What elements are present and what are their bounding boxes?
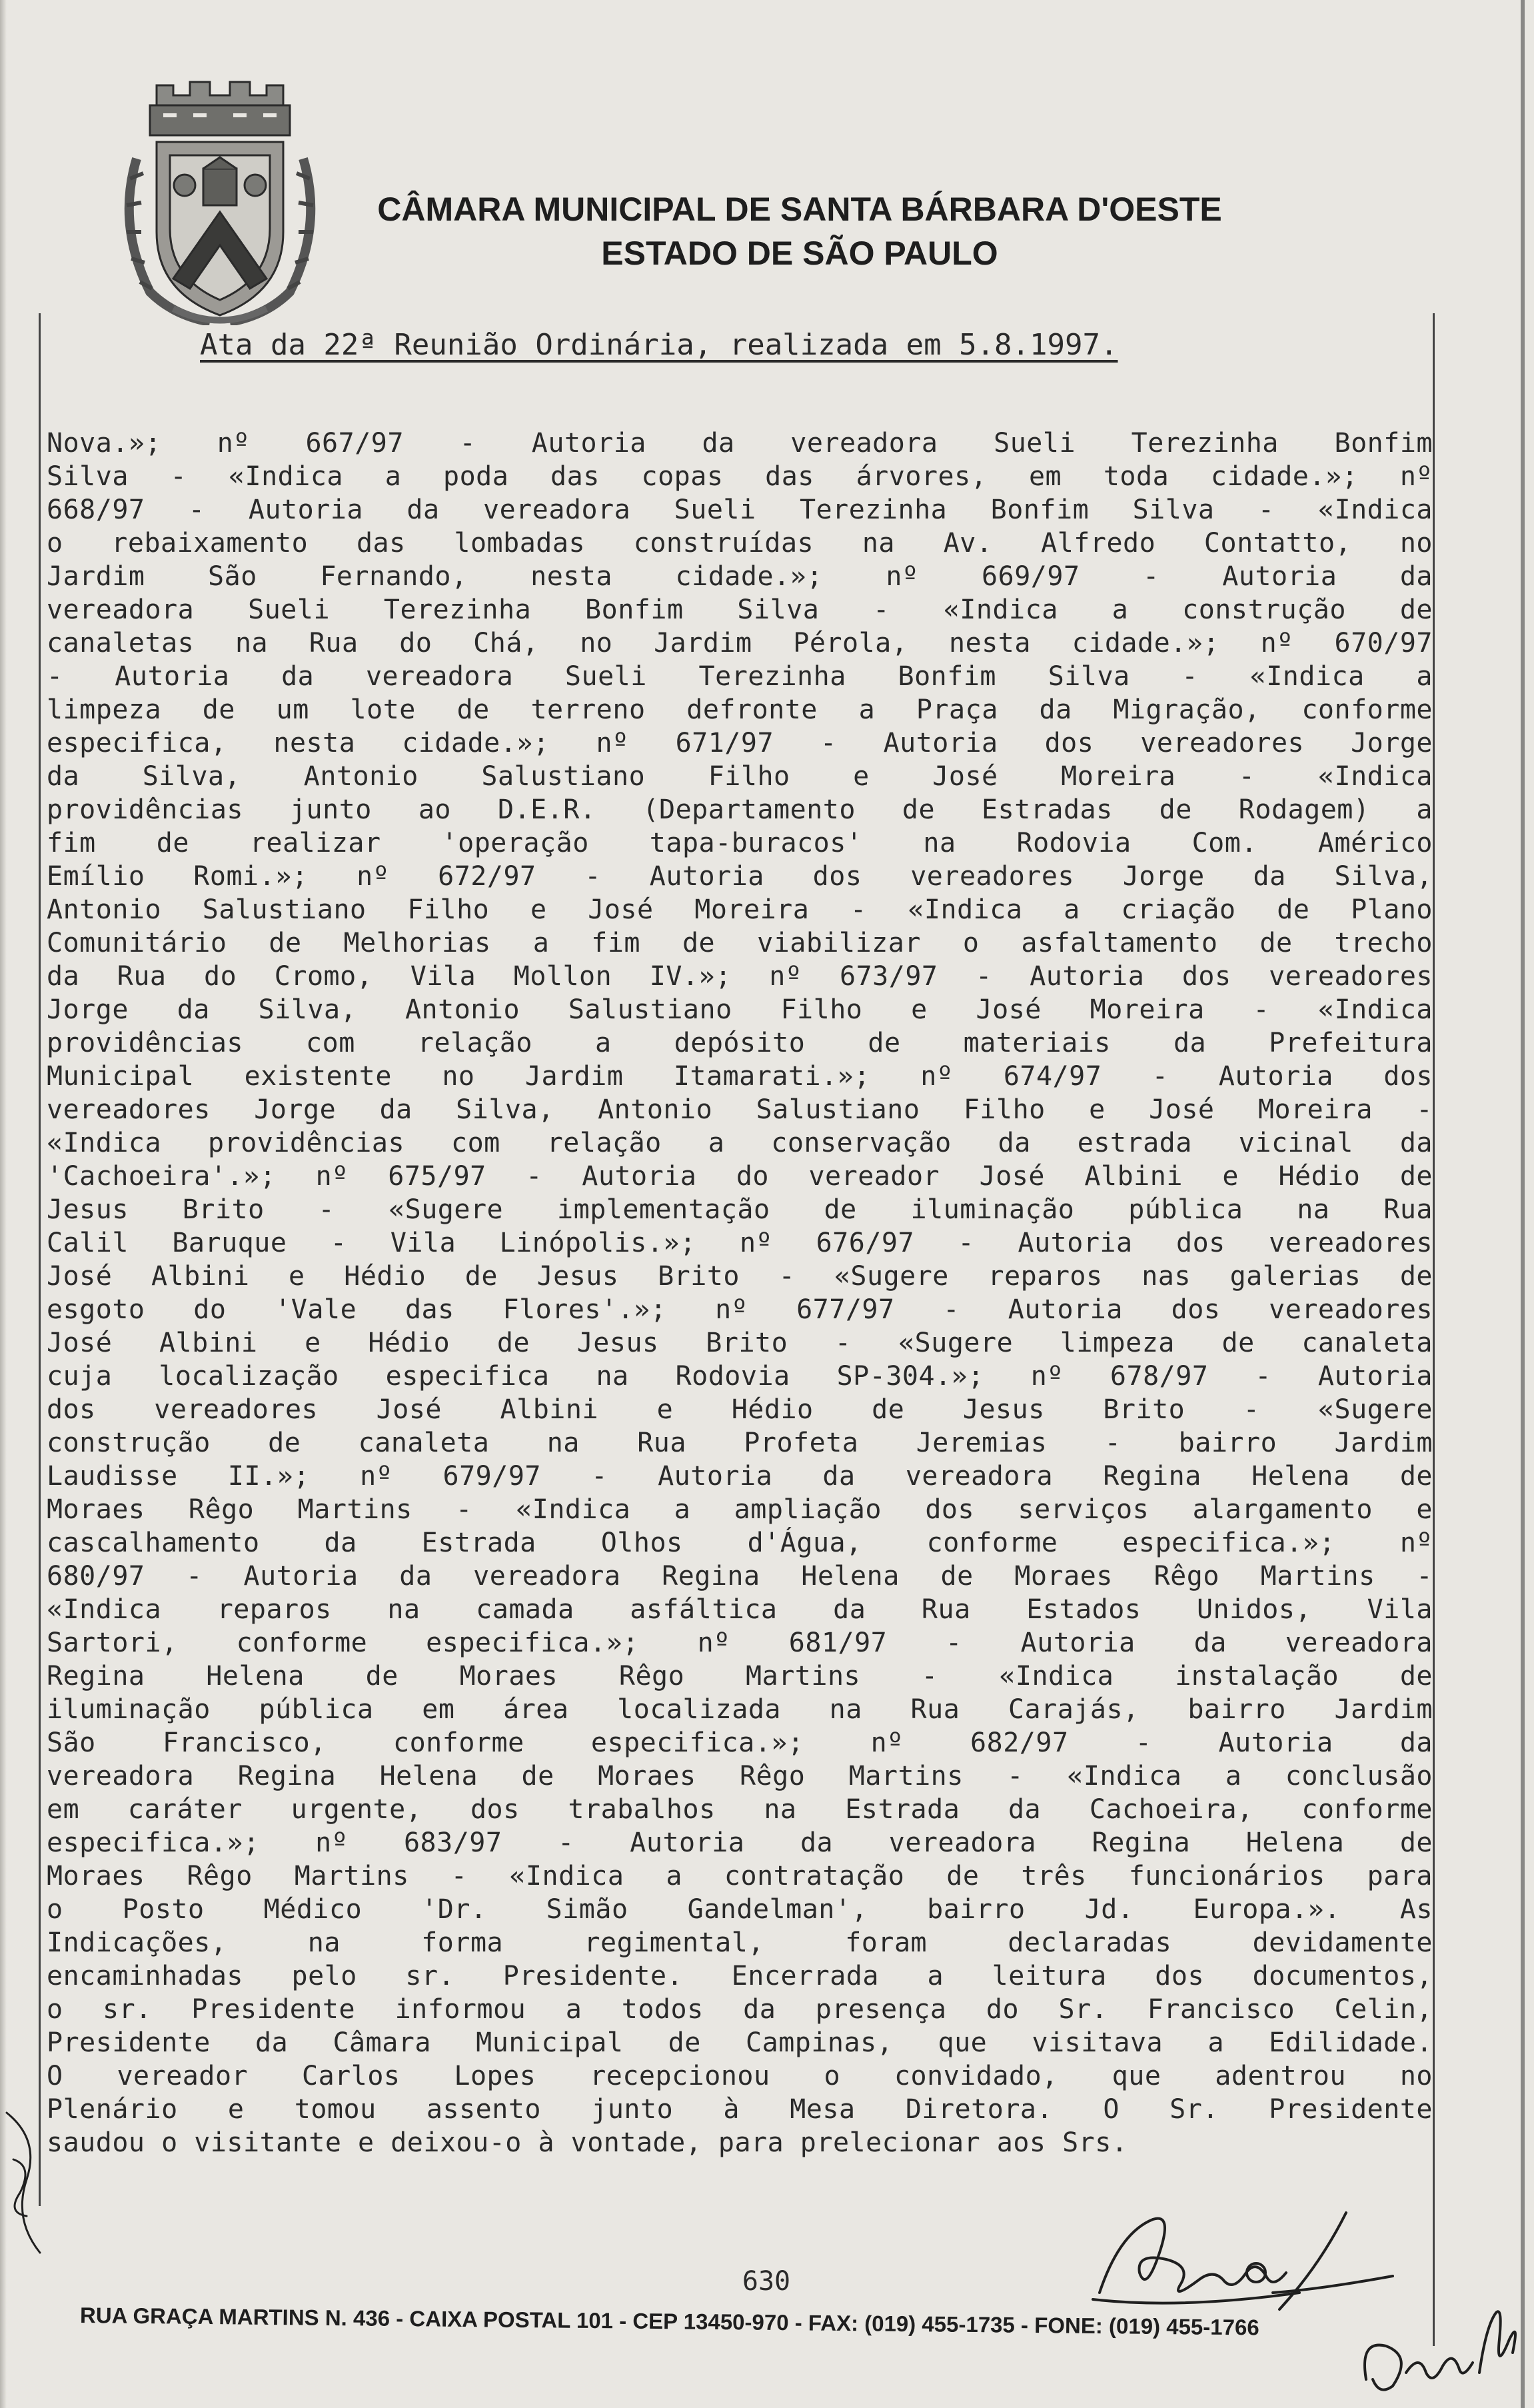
body-line: Plenário e tomou assento junto à Mesa Diretora. O Sr. Presidente <box>47 2094 1433 2125</box>
body-line: Nova.»; nº 667/97 - Autoria da vereadora Sueli Terezinha Bonfim <box>47 428 1433 459</box>
body-line: vereadora Regina Helena de Moraes Rêgo Martins - «Indica a conclusão <box>47 1761 1433 1792</box>
body-line: da Silva, Antonio Salustiano Filho e José Moreira - «Indica <box>47 761 1433 792</box>
council-title: CÂMARA MUNICIPAL DE SANTA BÁRBARA D'OESTE <box>377 191 1222 228</box>
body-line: Jesus Brito - «Sugere implementação de iluminação pública na Rua <box>47 1194 1433 1225</box>
body-line: «Indica providências com relação a conservação da estrada vicinal da <box>47 1128 1433 1158</box>
body-line: da Rua do Cromo, Vila Mollon IV.»; nº 673/97 - Autoria dos vereadores <box>47 961 1433 992</box>
page-number: 630 <box>742 2266 791 2297</box>
body-line: Antonio Salustiano Filho e José Moreira - «Indica a criação de Plano <box>47 894 1433 925</box>
body-line: saudou o visitante e deixou-o à vontade, para prelecionar aos Srs. <box>47 2127 1128 2158</box>
body-line: Laudisse II.»; nº 679/97 - Autoria da vereadora Regina Helena de <box>47 1461 1433 1492</box>
body-line: Calil Baruque - Vila Linópolis.»; nº 676/97 - Autoria dos vereadores <box>47 1228 1433 1258</box>
minutes-heading: Ata da 22ª Reunião Ordinária, realizada em 5.8.1997. <box>200 328 1118 362</box>
body-line: Regina Helena de Moraes Rêgo Martins - «Indica instalação de <box>47 1661 1433 1692</box>
body-line: esgoto do 'Vale das Flores'.»; nº 677/97 - Autoria dos vereadores <box>47 1294 1433 1325</box>
body-line: o sr. Presidente informou a todos da presença do Sr. Francisco Celin, <box>47 1994 1433 2025</box>
body-line: cuja localização especifica na Rodovia SP-304.»; nº 678/97 - Autoria <box>47 1361 1433 1392</box>
body-line: vereadora Sueli Terezinha Bonfim Silva - «Indica a construção de <box>47 595 1433 625</box>
body-line: José Albini e Hédio de Jesus Brito - «Sugere reparos nas galerias de <box>47 1261 1433 1292</box>
body-line: Municipal existente no Jardim Itamarati.»; nº 674/97 - Autoria dos <box>47 1061 1433 1092</box>
body-line: dos vereadores José Albini e Hédio de Jesus Brito - «Sugere <box>47 1394 1433 1425</box>
body-line: especifica, nesta cidade.»; nº 671/97 - Autoria dos vereadores Jorge <box>47 728 1433 758</box>
margin-initials-icon <box>0 2099 53 2259</box>
body-line: o Posto Médico 'Dr. Simão Gandelman', bairro Jd. Europa.». As <box>47 1894 1433 1925</box>
left-margin-rule <box>39 313 41 2206</box>
body-line: «Indica reparos na camada asfáltica da Rua Estados Unidos, Vila <box>47 1594 1433 1625</box>
body-line: Jardim São Fernando, nesta cidade.»; nº 669/97 - Autoria da <box>47 561 1433 592</box>
body-line: Silva - «Indica a poda das copas das árvores, em toda cidade.»; nº <box>47 461 1433 492</box>
body-line: 680/97 - Autoria da vereadora Regina Helena de Moraes Rêgo Martins - <box>47 1561 1433 1592</box>
body-line: Sartori, conforme especifica.»; nº 681/97 - Autoria da vereadora <box>47 1628 1433 1658</box>
state-subtitle: ESTADO DE SÃO PAULO <box>601 235 998 272</box>
page-edge-border <box>1521 0 1525 2408</box>
right-margin-rule <box>1433 313 1435 2346</box>
body-line: especifica.»; nº 683/97 - Autoria da vereadora Regina Helena de <box>47 1827 1433 1858</box>
body-line: Jorge da Silva, Antonio Salustiano Filho e José Moreira - «Indica <box>47 994 1433 1025</box>
body-line: limpeza de um lote de terreno defronte a Praça da Migração, conforme <box>47 694 1433 725</box>
initials-signature-icon <box>1353 2299 1526 2399</box>
body-line: construção de canaleta na Rua Profeta Jeremias - bairro Jardim <box>47 1428 1433 1458</box>
body-line: 'Cachoeira'.»; nº 675/97 - Autoria do vereador José Albini e Hédio de <box>47 1161 1433 1192</box>
minutes-body <box>47 427 1433 2199</box>
body-line: - Autoria da vereadora Sueli Terezinha Bonfim Silva - «Indica a <box>47 661 1433 692</box>
body-line: Emílio Romi.»; nº 672/97 - Autoria dos vereadores Jorge da Silva, <box>47 861 1433 892</box>
body-line: canaletas na Rua do Chá, no Jardim Pérola, nesta cidade.»; nº 670/97 <box>47 628 1433 658</box>
body-line: iluminação pública em área localizada na Rua Carajás, bairro Jardim <box>47 1694 1433 1725</box>
body-line: Presidente da Câmara Municipal de Campinas, que visitava a Edilidade. <box>47 2027 1433 2058</box>
body-line: Indicações, na forma regimental, foram declaradas devidamente <box>47 1927 1433 1958</box>
body-line: providências junto ao D.E.R. (Departamento de Estradas de Rodagem) a <box>47 794 1433 825</box>
body-line: vereadores Jorge da Silva, Antonio Salustiano Filho e José Moreira - <box>47 1094 1433 1125</box>
municipal-crest-icon <box>110 79 330 325</box>
body-line: fim de realizar 'operação tapa-buracos' na Rodovia Com. Américo <box>47 828 1433 858</box>
body-line: em caráter urgente, dos trabalhos na Estrada da Cachoeira, conforme <box>47 1794 1433 1825</box>
body-line: José Albini e Hédio de Jesus Brito - «Sugere limpeza de canaleta <box>47 1328 1433 1358</box>
body-line: Moraes Rêgo Martins - «Indica a ampliação dos serviços alargamento e <box>47 1494 1433 1525</box>
signature-icon <box>1080 2193 1399 2319</box>
footer-address: RUA GRAÇA MARTINS N. 436 - CAIXA POSTAL 101 - CEP 13450-970 - FAX: (019) 455-1735 - FONE: (019) 455-1766 <box>79 2303 1259 2340</box>
body-line: providências com relação a depósito de materiais da Prefeitura <box>47 1028 1433 1058</box>
body-line: O vereador Carlos Lopes recepcionou o convidado, que adentrou no <box>47 2061 1433 2091</box>
body-line: cascalhamento da Estrada Olhos d'Água, conforme especifica.»; nº <box>47 1528 1433 1558</box>
body-line: o rebaixamento das lombadas construídas na Av. Alfredo Contatto, no <box>47 528 1433 559</box>
body-line: Comunitário de Melhorias a fim de viabilizar o asfaltamento de trecho <box>47 928 1433 958</box>
body-line: Moraes Rêgo Martins - «Indica a contratação de três funcionários para <box>47 1861 1433 1891</box>
body-line: São Francisco, conforme especifica.»; nº 682/97 - Autoria da <box>47 1728 1433 1758</box>
body-line: encaminhadas pelo sr. Presidente. Encerrada a leitura dos documentos, <box>47 1961 1433 1991</box>
body-line: 668/97 - Autoria da vereadora Sueli Terezinha Bonfim Silva - «Indica <box>47 495 1433 525</box>
page-edge-shadow <box>0 0 7 2408</box>
